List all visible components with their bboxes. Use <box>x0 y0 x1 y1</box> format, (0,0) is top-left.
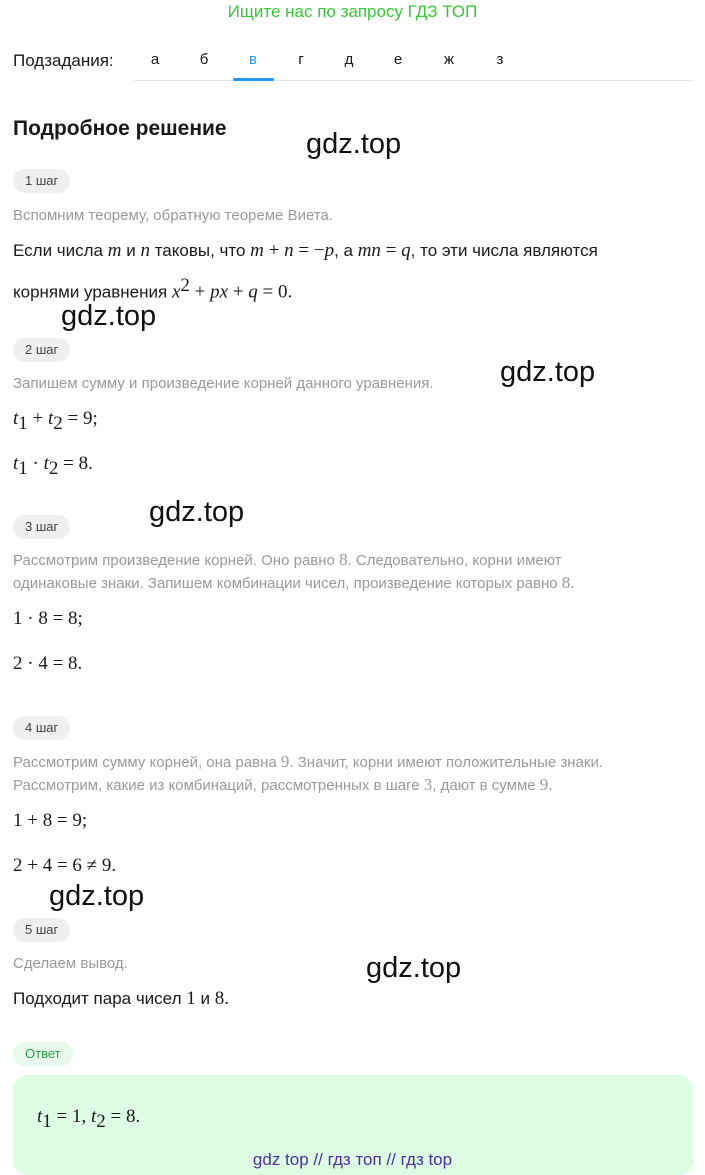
tab-a[interactable]: а <box>150 51 160 68</box>
step-4-formula-1: 1 + 8 = 9; <box>13 810 88 831</box>
step-5-text: Подходит пара чисел 1 и 8. <box>13 988 229 1009</box>
answer-formula: $t_1 = 1$, $t_2 = 8$. <box>37 1106 141 1132</box>
tab-v[interactable]: в <box>249 51 257 68</box>
step-2-hint: Запишем сумму и произведение корней данного уравнения. <box>13 375 434 392</box>
step-3-hint-line2: одинаковые знаки. Запишем комбинации чисел, произведение которых равно 8. <box>13 573 575 592</box>
answer-badge: Ответ <box>13 1042 73 1066</box>
step-5-hint: Сделаем вывод. <box>13 955 128 972</box>
tab-z[interactable]: з <box>496 51 504 68</box>
watermark: gdz.top <box>49 880 145 912</box>
solution-heading: Подробное решение <box>13 117 227 140</box>
step-4-hint-line2: Рассмотрим, какие из комбинаций, рассмотренных в шаге 3, дают в сумме 9. <box>13 775 553 794</box>
step-4-badge: 4 шаг <box>13 716 70 740</box>
tab-b[interactable]: б <box>199 51 209 68</box>
subtasks-label: Подзадания: <box>13 51 114 70</box>
footer-links[interactable]: gdz top // гдз топ // гдз top <box>252 1150 453 1169</box>
step-4-hint: Рассмотрим сумму корней, она равна 9. Значит, корни имеют положительные знаки. <box>13 752 603 771</box>
active-tab-indicator <box>233 78 274 81</box>
step-1-text-line2: корнями уравнения $x^2$ + px + q = 0. <box>13 275 293 303</box>
step-1-badge: 1 шаг <box>13 169 70 193</box>
step-2-formula-sum: $t_1 + t_2 = 9$; <box>13 408 98 434</box>
step-1-text: Если числа m и n таковы, что m + n = −p, а mn = q, то эти числа являются <box>13 240 598 261</box>
watermark: gdz.top <box>366 952 462 984</box>
step-3-badge: 3 шаг <box>13 515 70 539</box>
promo-link[interactable]: Ищите нас по запросу ГДЗ ТОП <box>227 2 478 21</box>
step-1-hint: Вспомним теорему, обратную теореме Виета. <box>13 207 334 224</box>
step-4-formula-2: 2 + 4 = 6 ≠ 9. <box>13 855 117 876</box>
watermark: gdz.top <box>149 496 245 528</box>
tab-zh[interactable]: ж <box>443 51 455 68</box>
step-2-formula-product: $t_1 \cdot t_2 = 8$. <box>13 453 93 479</box>
tab-d[interactable]: д <box>344 51 354 68</box>
step-3-hint: Рассмотрим произведение корней. Оно равно 8. Следовательно, корни имеют <box>13 550 562 569</box>
watermark: gdz.top <box>306 128 402 160</box>
step-5-badge: 5 шаг <box>13 918 70 942</box>
tab-e[interactable]: е <box>393 51 403 68</box>
watermark: gdz.top <box>500 356 596 388</box>
step-3-formula-2: 2 · 4 = 8. <box>13 653 83 674</box>
step-2-badge: 2 шаг <box>13 338 70 362</box>
step-3-formula-1: 1 · 8 = 8; <box>13 608 83 629</box>
tab-g[interactable]: г <box>298 51 304 68</box>
watermark: gdz.top <box>61 300 157 332</box>
tabs-divider <box>134 80 694 81</box>
